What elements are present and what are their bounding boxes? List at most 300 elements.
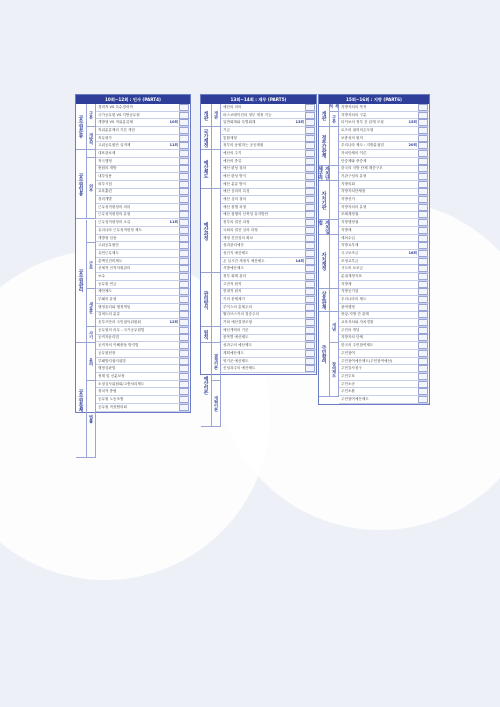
topic-row — [221, 127, 316, 135]
topic-label: 예산의 종류 — [223, 158, 242, 163]
topic-label: 예산의 의의 — [223, 104, 242, 109]
topic-row — [221, 196, 316, 204]
topic-row — [339, 142, 429, 150]
topic-row — [96, 250, 190, 258]
checkbox[interactable] — [305, 173, 315, 180]
checkbox[interactable] — [179, 227, 189, 234]
topic-row — [96, 296, 190, 304]
subsection-label — [87, 220, 96, 243]
topic-label: 교육훈련 — [98, 189, 112, 194]
checkbox[interactable] — [418, 288, 428, 295]
checkbox[interactable] — [179, 104, 189, 111]
checkbox[interactable] — [418, 142, 428, 149]
column-header: 13회~14회 : 재무 (PART5) — [201, 95, 316, 104]
checkbox[interactable] — [305, 250, 315, 257]
topic-row — [221, 250, 316, 258]
section-label: 정부간관계 — [319, 127, 330, 166]
topic-label: 보수 — [98, 273, 105, 278]
checkbox[interactable] — [305, 235, 315, 242]
subsection-label — [330, 235, 339, 289]
checkbox[interactable] — [418, 165, 428, 172]
checkbox[interactable] — [418, 173, 428, 180]
checkbox[interactable] — [418, 388, 428, 395]
topic-label: 지방의회 — [341, 181, 355, 186]
topic-row — [339, 312, 429, 320]
subsection-label — [212, 327, 221, 342]
checkbox[interactable] — [418, 381, 428, 388]
topic-row — [96, 273, 190, 281]
topic-row — [339, 227, 429, 235]
topic-row — [221, 158, 316, 166]
section-label: 공무원관리 — [76, 220, 87, 343]
topic-label: 근무성적평정의 오류 — [98, 220, 131, 225]
topic-label: 일반회계와 특별회계 — [223, 120, 256, 125]
checkbox[interactable] — [418, 319, 428, 326]
checkbox[interactable] — [418, 104, 428, 111]
topic-row — [96, 373, 190, 381]
topic-row — [96, 119, 190, 127]
topic-label: 품목별 예산제도 — [223, 335, 249, 340]
checkbox[interactable] — [179, 273, 189, 280]
topic-label: 키의 문제제기 — [223, 297, 245, 302]
section-label: 원칙 — [201, 327, 212, 342]
checkbox[interactable] — [305, 150, 315, 157]
section-label: 관리방식 — [201, 273, 212, 327]
checkbox[interactable] — [179, 327, 189, 334]
topic-label: 월다브스키의 점증주의 — [223, 312, 259, 317]
topic-row — [339, 335, 429, 343]
checkbox[interactable] — [305, 196, 315, 203]
column-local — [318, 94, 430, 405]
checkbox[interactable] — [179, 342, 189, 349]
checkbox[interactable] — [179, 173, 189, 180]
topic-label: 국가공무원 VS 지방공무원 — [98, 112, 140, 117]
topic-row — [221, 312, 316, 320]
section-label: 개관 — [201, 104, 212, 127]
topic-label: 경력개발 — [98, 197, 112, 202]
topic-label: 한국의 지방 단체 계층구조 — [341, 166, 383, 171]
checkbox[interactable] — [305, 288, 315, 295]
checkbox[interactable] — [418, 281, 428, 288]
checkbox[interactable] — [305, 219, 315, 226]
checkbox[interactable] — [179, 211, 189, 218]
topic-row — [96, 135, 190, 143]
checkbox[interactable] — [418, 304, 428, 311]
checkbox[interactable] — [305, 127, 315, 134]
checkbox[interactable] — [179, 350, 189, 357]
topic-row — [339, 373, 429, 381]
session-badge: 11회 — [169, 220, 178, 225]
topic-label: 부패방지권익위법 — [98, 358, 126, 363]
topic-row — [96, 381, 190, 389]
checkbox[interactable] — [305, 188, 315, 195]
checkbox[interactable] — [418, 204, 428, 211]
checkbox[interactable] — [179, 196, 189, 203]
topic-label: 공직자윤리법 — [98, 335, 119, 340]
topic-row — [221, 212, 316, 220]
subsection-label: 구분 — [87, 104, 96, 127]
checkbox[interactable] — [305, 158, 315, 165]
topic-label: 조례제정권 — [341, 212, 359, 217]
topic-row — [339, 281, 429, 289]
column-personnel — [75, 94, 191, 423]
checkbox[interactable] — [418, 327, 428, 334]
checkbox[interactable] — [305, 227, 315, 234]
topic-label: 공무원 직장협의회 — [98, 404, 127, 409]
topic-label: 공무원 노동조합 — [98, 396, 124, 401]
checkbox[interactable] — [305, 135, 315, 142]
topic-label: 세외수입 — [341, 235, 355, 240]
topic-label: 교육자치와 자치경찰 — [341, 320, 374, 325]
topic-label: 지방예산제도 — [223, 266, 244, 271]
topic-row — [339, 173, 429, 181]
checkbox[interactable] — [418, 119, 428, 126]
checkbox[interactable] — [305, 281, 315, 288]
topic-label: 신성과주의 예산제도 — [223, 366, 256, 371]
topic-label: 근무성적평정의 유형 — [98, 212, 131, 217]
checkbox[interactable] — [305, 112, 315, 119]
checkbox[interactable] — [179, 281, 189, 288]
checkbox[interactable] — [305, 165, 315, 172]
topic-label: 주민투표 — [341, 373, 355, 378]
section-label: 자치단체구역 — [317, 165, 330, 180]
topic-label: 정부의 동원하는 공공재원 — [223, 143, 264, 148]
topic-label: 공무원헌장 — [98, 350, 116, 355]
topic-row — [221, 289, 316, 297]
checkbox[interactable] — [305, 211, 315, 218]
checkbox[interactable] — [179, 150, 189, 157]
topic-label: 지방선거 — [341, 197, 355, 202]
checkbox[interactable] — [179, 242, 189, 249]
topic-row — [96, 204, 190, 212]
checkbox[interactable] — [418, 158, 428, 165]
topic-label: 옴부즈만과 국민권익위원회 — [98, 320, 141, 325]
topic-label: 제안제도 — [98, 289, 112, 294]
checkbox[interactable] — [418, 358, 428, 365]
topic-row — [339, 196, 429, 204]
session-badge: 15회 — [408, 120, 417, 125]
topic-label: 현대적 원칙 — [223, 289, 242, 294]
topic-row — [221, 342, 316, 350]
subsection-label: 참여제도 — [330, 343, 339, 397]
checkbox[interactable] — [179, 358, 189, 365]
topic-label: 지방자치의 목적 — [341, 104, 367, 109]
column-header: 15회~16회 : 지방 (PART6) — [319, 95, 429, 104]
checkbox[interactable] — [418, 112, 428, 119]
topic-label: 예산 집행 과정 — [223, 204, 247, 209]
topic-row — [96, 396, 190, 404]
checkbox[interactable] — [179, 334, 189, 341]
checkbox[interactable] — [305, 181, 315, 188]
topic-row — [221, 189, 316, 197]
topic-row — [96, 112, 190, 120]
checkbox[interactable] — [179, 127, 189, 134]
topic-row — [96, 212, 190, 220]
checkbox[interactable] — [179, 142, 189, 149]
topic-label: 루이스의 총체주의 — [223, 304, 252, 309]
checkbox[interactable] — [305, 342, 315, 349]
topic-row — [221, 181, 316, 189]
checkbox[interactable] — [305, 273, 315, 280]
topic-row — [339, 381, 429, 389]
topic-row — [96, 319, 190, 327]
checkbox[interactable] — [418, 334, 428, 341]
checkbox[interactable] — [418, 242, 428, 249]
checkbox[interactable] — [179, 296, 189, 303]
subsection-label: 외부 — [87, 158, 96, 220]
topic-label: 보충성의 원칙 — [341, 135, 363, 140]
topic-row — [96, 242, 190, 250]
checkbox[interactable] — [179, 265, 189, 272]
checkbox[interactable] — [179, 404, 189, 411]
topic-row — [221, 104, 316, 112]
topic-row — [96, 312, 190, 320]
topic-label: 자치단체의 이론 — [341, 150, 367, 155]
topic-label: 부패의 유형 — [98, 297, 117, 302]
subsection-label — [212, 189, 221, 274]
topic-label: 주민참여예산제도(주민참여예산) — [341, 358, 393, 363]
checkbox[interactable] — [179, 365, 189, 372]
topic-row — [96, 181, 190, 189]
checkbox[interactable] — [179, 158, 189, 165]
checkbox[interactable] — [305, 258, 315, 265]
topic-row — [96, 335, 190, 343]
topic-row — [339, 296, 429, 304]
subsection-label — [87, 150, 96, 158]
checkbox[interactable] — [418, 373, 428, 380]
topic-label: 적극행정 — [98, 158, 112, 163]
topic-label: 정부 회계 관리 — [223, 273, 247, 278]
checkbox[interactable] — [418, 181, 428, 188]
topic-row — [96, 142, 190, 150]
checkbox[interactable] — [418, 227, 428, 234]
topic-row — [221, 327, 316, 335]
topic-row — [339, 250, 429, 258]
checkbox[interactable] — [418, 296, 428, 303]
section-label: 자치재정 — [319, 235, 330, 289]
topic-label: 정부의 결산 과정 — [223, 220, 250, 225]
topic-row — [339, 273, 429, 281]
checkbox[interactable] — [179, 250, 189, 257]
section-label: 공무원통제 — [76, 343, 87, 459]
session-badge: 11회 — [169, 143, 178, 148]
topic-row — [339, 358, 429, 366]
checkbox[interactable] — [305, 350, 315, 357]
checkbox[interactable] — [305, 296, 315, 303]
topic-label: 예산 심의 절차 — [223, 197, 247, 202]
topic-label: 개방형 VS 직위분류제 — [98, 120, 133, 125]
checkbox[interactable] — [418, 127, 428, 134]
checkbox[interactable] — [305, 358, 315, 365]
checkbox[interactable] — [418, 396, 428, 403]
checkbox[interactable] — [418, 250, 428, 257]
checkbox[interactable] — [179, 219, 189, 226]
topic-row — [221, 258, 316, 266]
topic-label: 단층제와 중층제 — [341, 158, 367, 163]
subsection-label — [212, 127, 221, 150]
session-badge: 20회 — [408, 143, 417, 148]
topic-label: 한국의 주민참여제도 — [341, 343, 374, 348]
checkbox[interactable] — [179, 396, 189, 403]
topic-label: 지방자치의 구분 — [341, 112, 367, 117]
checkbox[interactable] — [418, 219, 428, 226]
topic-row — [96, 235, 190, 243]
checkbox[interactable] — [418, 235, 428, 242]
topic-label: 주민참여 — [341, 350, 355, 355]
session-badge: 13회 — [295, 120, 304, 125]
topic-label: 대표관료제 — [98, 150, 116, 155]
topic-row — [96, 227, 190, 235]
checkbox[interactable] — [418, 365, 428, 372]
topic-label: 로즈의 권력의존모형 — [341, 127, 374, 132]
topic-label: 내부임용 — [98, 174, 112, 179]
subsection-label: 개념 — [330, 312, 339, 343]
topic-label: 재정 건전성의 확보 — [223, 235, 254, 240]
subsection-label: 개방직 — [87, 127, 96, 150]
session-badge: 10회 — [169, 120, 178, 125]
subsection-label — [330, 220, 339, 235]
section-label: 공무원임용 — [76, 150, 87, 219]
checkbox[interactable] — [179, 235, 189, 242]
checkbox[interactable] — [418, 273, 428, 280]
topic-row — [339, 158, 429, 166]
topic-row — [96, 281, 190, 289]
subsection-label: 근로 — [87, 243, 96, 289]
section-label: 자치입법 — [317, 219, 330, 233]
section-label: 자치기관 — [319, 181, 330, 220]
checkbox[interactable] — [305, 142, 315, 149]
topic-row — [339, 388, 429, 396]
checkbox[interactable] — [418, 311, 428, 318]
checkbox[interactable] — [418, 135, 428, 142]
topic-label: 외부시험 — [98, 181, 112, 186]
topic-label: 파스코레이션의 정부 재정 기능 — [223, 112, 272, 117]
topic-label: 총액인건비제도 — [98, 258, 123, 263]
topic-row — [221, 204, 316, 212]
checkbox[interactable] — [418, 342, 428, 349]
topic-row — [96, 289, 190, 297]
checkbox[interactable] — [179, 135, 189, 142]
checkbox[interactable] — [179, 319, 189, 326]
topic-row — [221, 319, 316, 327]
topic-label: 행정심판법 — [98, 366, 116, 371]
topic-label: 고위공무원단 실적제 — [98, 143, 131, 148]
topic-row — [339, 342, 429, 350]
topic-label: 성과주의 예산제도 — [223, 343, 252, 348]
checkbox[interactable] — [418, 258, 428, 265]
topic-row — [339, 235, 429, 243]
topic-row — [221, 358, 316, 366]
topic-row — [339, 242, 429, 250]
subsection-label — [212, 150, 221, 189]
session-badge: 16회 — [408, 250, 417, 255]
topic-row — [339, 135, 429, 143]
topic-row — [221, 365, 316, 373]
topic-row — [96, 189, 190, 197]
checkbox[interactable] — [305, 319, 315, 326]
subsection-label — [212, 273, 221, 327]
topic-label: 국회의 결산 심의 과정 — [223, 227, 258, 232]
topic-row — [339, 350, 429, 358]
topic-row — [221, 242, 316, 250]
subsection-label: 사기 — [87, 327, 96, 342]
topic-row — [96, 358, 190, 366]
topic-label: 충원의 개방 — [98, 166, 117, 171]
topic-row — [96, 127, 190, 135]
checkbox[interactable] — [179, 112, 189, 119]
topic-row — [96, 173, 190, 181]
checkbox[interactable] — [305, 365, 315, 372]
topic-row — [96, 327, 190, 335]
checkbox[interactable] — [305, 204, 315, 211]
checkbox[interactable] — [305, 242, 315, 249]
topic-label: 정계 및 신분보장 — [98, 373, 125, 378]
subsection-label — [330, 127, 339, 166]
checkbox[interactable] — [179, 373, 189, 380]
checkbox[interactable] — [179, 288, 189, 295]
checkbox[interactable] — [305, 334, 315, 341]
topic-label: 지방교부세 — [341, 243, 359, 248]
checkbox[interactable] — [305, 327, 315, 334]
topic-label: 공직자의 이해충돌 방지법 — [98, 343, 139, 348]
checkbox[interactable] — [179, 258, 189, 265]
checkbox[interactable] — [305, 104, 315, 111]
topic-label: 영기준 예산제도 — [223, 358, 249, 363]
checkbox[interactable] — [418, 350, 428, 357]
topic-label: 국고보조금 — [341, 250, 359, 255]
checkbox[interactable] — [418, 188, 428, 195]
checkbox[interactable] — [179, 181, 189, 188]
topic-label: 직무평가 — [98, 135, 112, 140]
topic-row — [339, 212, 429, 220]
checkbox[interactable] — [305, 119, 315, 126]
checkbox[interactable] — [179, 204, 189, 211]
checkbox[interactable] — [179, 165, 189, 172]
checkbox[interactable] — [418, 211, 428, 218]
checkbox[interactable] — [179, 311, 189, 318]
section-label: 공무원분류 — [76, 104, 87, 150]
checkbox[interactable] — [179, 388, 189, 395]
topic-label: 시도비 보조금 — [341, 266, 363, 271]
topic-row — [339, 258, 429, 266]
checkbox[interactable] — [179, 381, 189, 388]
checkbox[interactable] — [418, 265, 428, 272]
topic-label: 티이보의 정부 간 관계 모형 — [341, 120, 384, 125]
topic-row — [221, 281, 316, 289]
topic-label: 지방자치단체장 — [341, 189, 366, 194]
checkbox[interactable] — [305, 311, 315, 318]
topic-row — [339, 112, 429, 120]
topic-row — [339, 166, 429, 174]
checkbox[interactable] — [179, 188, 189, 195]
topic-row — [96, 158, 190, 166]
subsection-label: 법률 — [87, 381, 96, 458]
session-badge: 12회 — [169, 320, 178, 325]
checkbox[interactable] — [305, 265, 315, 272]
topic-label: 기관구성의 유형 — [341, 174, 367, 179]
checkbox[interactable] — [418, 196, 428, 203]
topic-label: 유연근무제도 — [98, 250, 119, 255]
topic-label: 예산 편성 절차 — [223, 166, 247, 171]
checkbox[interactable] — [418, 150, 428, 157]
checkbox[interactable] — [179, 304, 189, 311]
checkbox[interactable] — [179, 119, 189, 126]
topic-label: 지방세 — [341, 227, 352, 232]
checkbox[interactable] — [305, 304, 315, 311]
subsection-label: 개관 — [212, 104, 221, 127]
topic-row — [339, 289, 429, 297]
topic-label: 근무성적평정의 의의 — [98, 204, 131, 209]
